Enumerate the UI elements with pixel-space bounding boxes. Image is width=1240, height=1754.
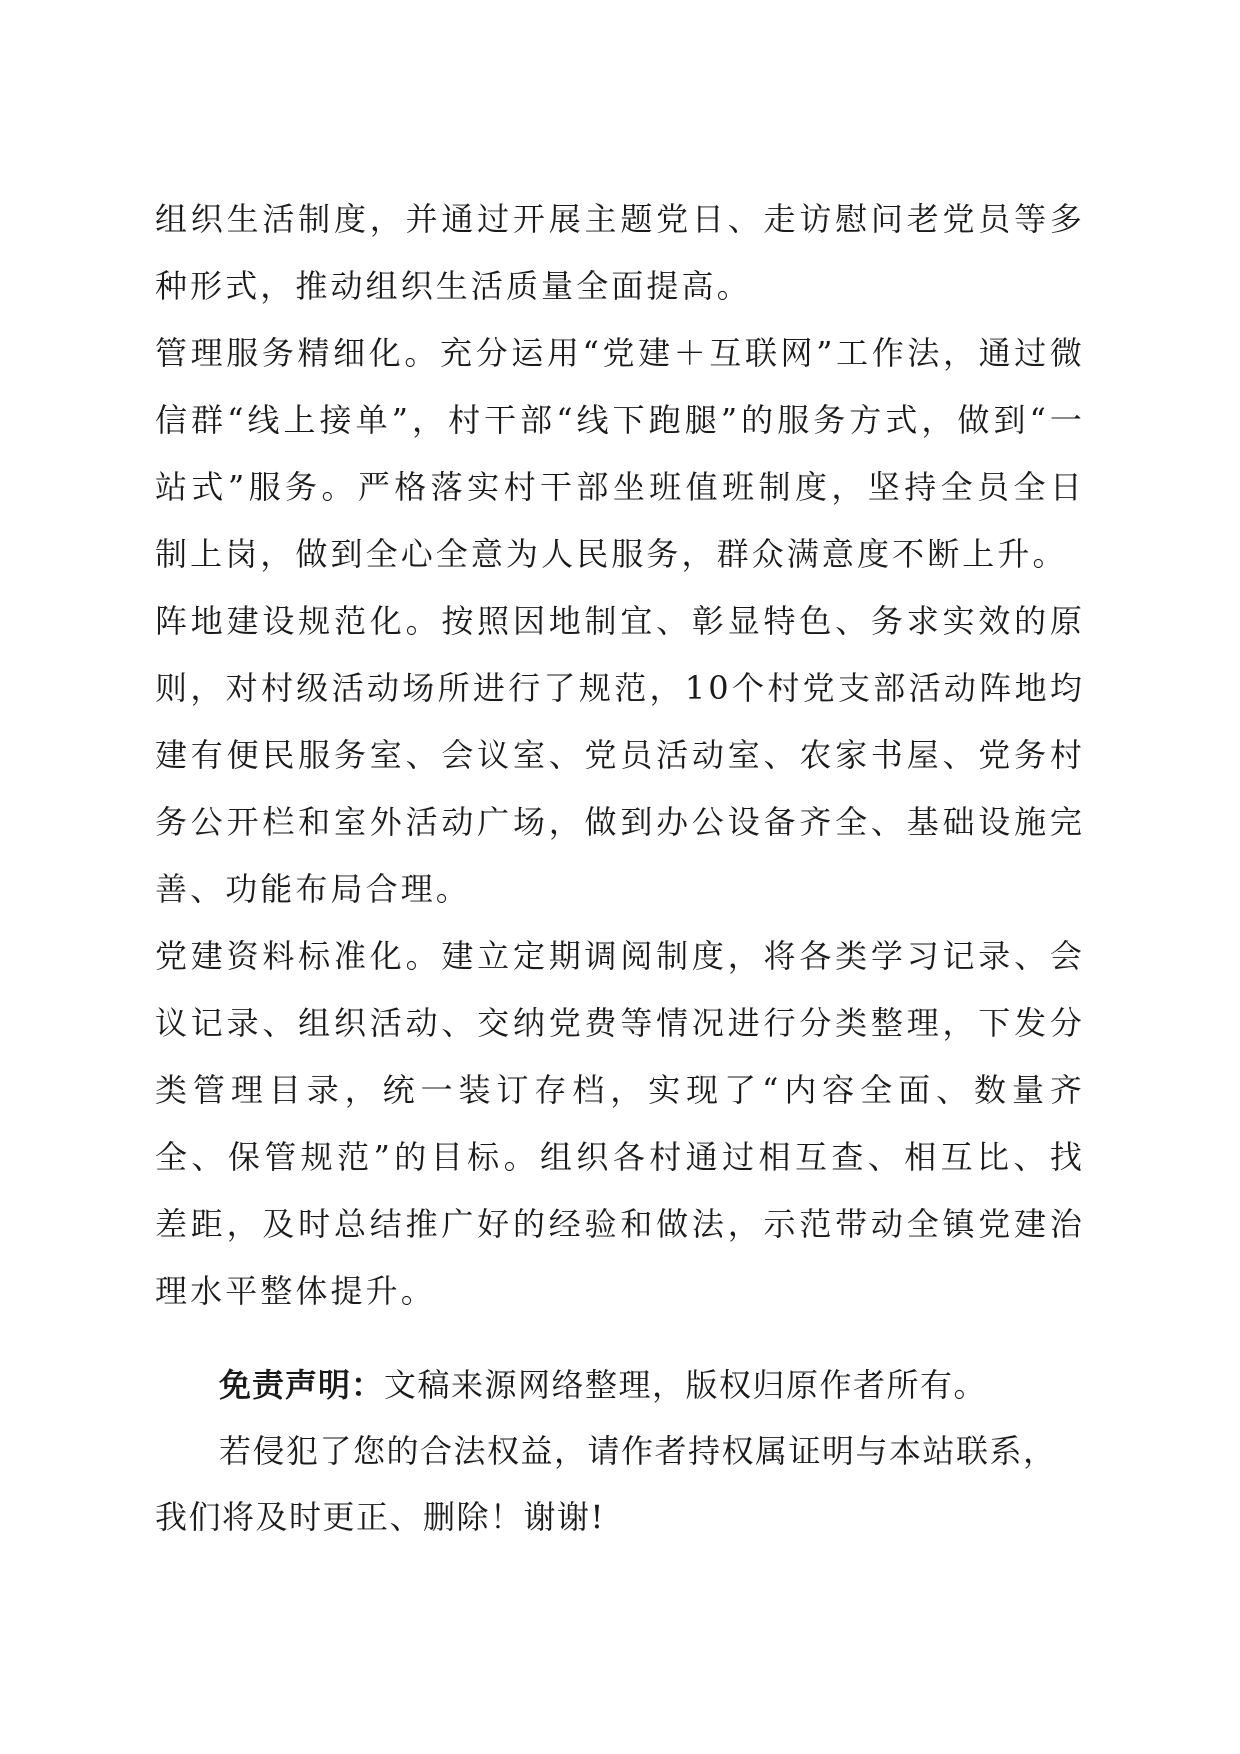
document-body xyxy=(155,186,1085,1325)
disclaimer-notice: 若侵犯了您的合法权益，请作者持权属证明与本站联系，我们将及时更正、删除！谢谢! xyxy=(155,1432,1057,1536)
paragraph-party-materials: 党建资料标准化。建立定期调阅制度，将各类学习记录、会议记录、组织活动、交纳党费等情况进行分类整理，下发分类管理目录，统一装订存档，实现了“内容全面、数量齐全、保管规范”的目标。组织各村通过相互查、相互比、找差距，及时总结推广好的经验和做法，示范带动全镇党建治理水平整体提升。 xyxy=(155,937,1085,1310)
paragraph-organization-life: 组织生活制度，并通过开展主题党日、走访慰问老党员等多种形式，推动组织生活质量全面提高。 xyxy=(155,200,1085,305)
paragraph-position-construction: 阵地建设规范化。按照因地制宜、彰显特色、务求实效的原则，对村级活动场所进行了规范，10个村党支部活动阵地均建有便民服务室、会议室、党员活动室、农家书屋、党务村务公开栏和室外活动广场，做到办公设备齐全、基础设施完善、功能布局合理。 xyxy=(155,602,1085,908)
disclaimer-line xyxy=(155,1352,1085,1418)
disclaimer-section xyxy=(155,1352,1085,1550)
disclaimer-text: 文稿来源网络整理，版权归原作者所有。 xyxy=(384,1366,988,1404)
disclaimer-label: 免责声明： xyxy=(219,1366,385,1404)
paragraph-management-service: 管理服务精细化。充分运用“党建＋互联网”工作法，通过微信群“线上接单”，村干部“线下跑腿”的服务方式，做到“一站式”服务。严格落实村干部坐班值班制度，坚持全员全日制上岗，做到全心全意为人民服务，群众满意度不断上升。 xyxy=(155,334,1085,573)
